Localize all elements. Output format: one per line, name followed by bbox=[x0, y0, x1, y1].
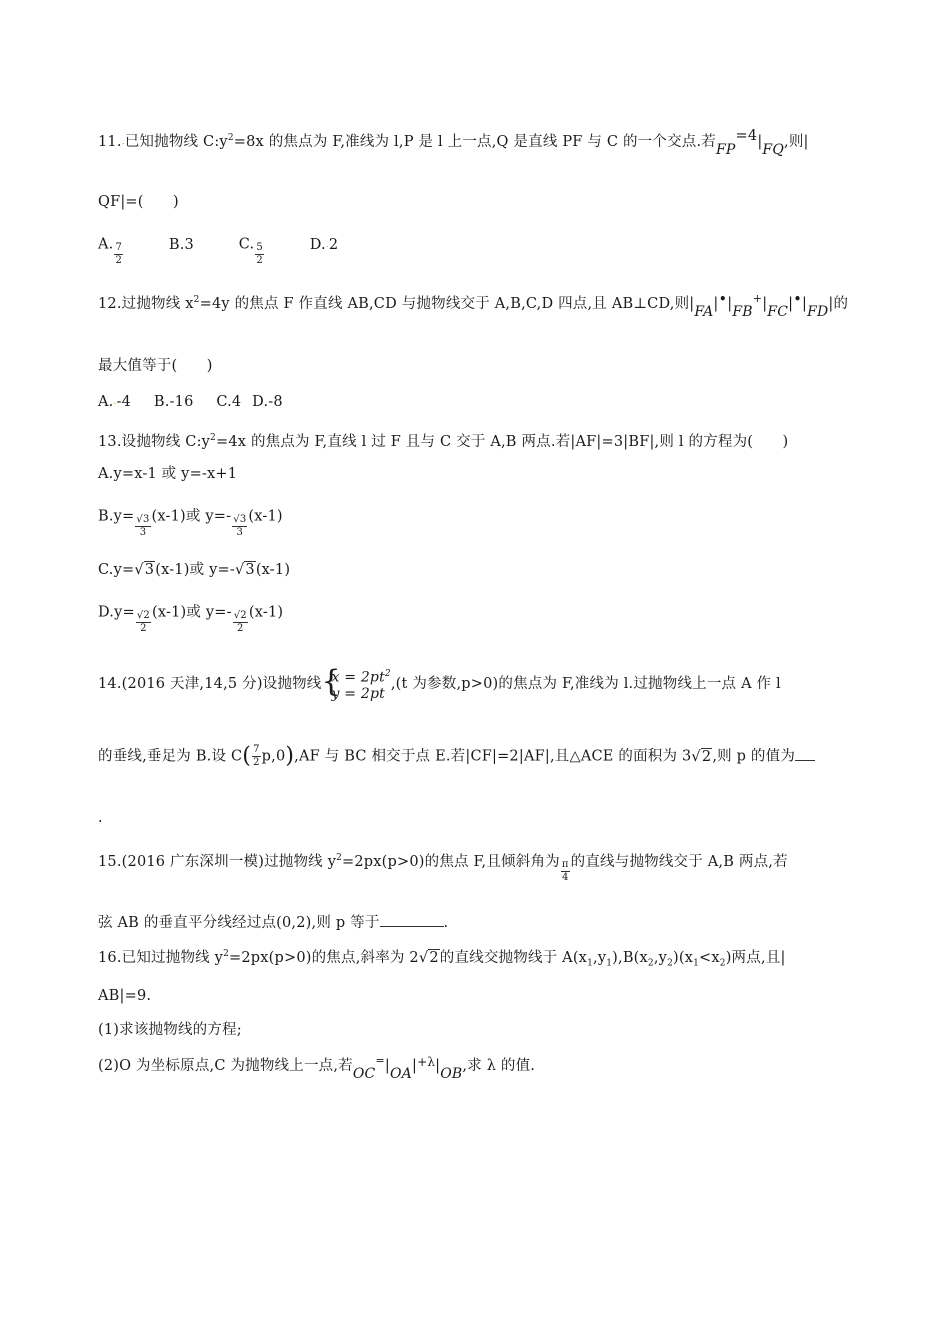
q14-sqrt: √2 bbox=[691, 748, 712, 765]
q11-line2: QF|=( ) bbox=[98, 194, 179, 210]
q13-option-d: D.y= $\frac{√2}{2}$ (x-1)或 y=- $\frac{√2}{2}$ (x-1) bbox=[98, 604, 284, 634]
q14-point-c-fraction: $\frac{7}{2}$ bbox=[253, 744, 260, 768]
q16-eq: = bbox=[375, 1054, 385, 1067]
q12-dot1: • bbox=[718, 291, 728, 308]
q13-text-a: 13.设抛物线 C:y bbox=[98, 433, 211, 450]
q11-vector-fp: FP bbox=[716, 141, 736, 158]
q12-vector-fc: FC bbox=[767, 303, 789, 320]
q15-angle-fraction: $\frac{\pi}{4}$ bbox=[561, 859, 569, 884]
q11-text-c: ,则| bbox=[784, 133, 809, 150]
q14-text-e: ,则 p 的值为 bbox=[712, 748, 796, 765]
q15-text-c: 的直线与抛物线交于 A,B 两点,若 bbox=[570, 853, 788, 870]
q11-text-a: 已知抛物线 C:y bbox=[124, 133, 228, 150]
q13-text-b: =4x 的焦点为 F,直线 l 过 F 且与 C 交于 A,B 两点.若|AF|=3|BF|,则 l 的方程为( ) bbox=[215, 433, 789, 450]
q16-sup: 2 bbox=[223, 949, 229, 959]
q15-answer-blank bbox=[380, 912, 444, 927]
q12-dot2: • bbox=[793, 291, 802, 308]
q14-text-c: 的垂线,垂足为 B.设 C bbox=[98, 748, 243, 765]
q16-text-e: ,求 λ 的值. bbox=[462, 1058, 536, 1074]
q11-option-c: C. $\frac{5}{2}$ bbox=[238, 236, 263, 266]
q12-option-b: B.-16 bbox=[153, 394, 194, 410]
q16-vector-oa: OA bbox=[389, 1066, 412, 1082]
q14-answer-blank bbox=[795, 746, 815, 761]
q12-line1: 12.过抛物线 $x^2=4y$ 的焦点 F 作直线 AB,CD 与抛物线交于 A,B,C,D 四点,且 AB⊥CD,则|FA|•|FB+|FC|•|FD|的 bbox=[98, 291, 849, 320]
q12-text-a: 12.过抛物线 x bbox=[98, 295, 194, 312]
q12-vector-fb: FB bbox=[732, 303, 753, 320]
q16-text-a: 16.已知过抛物线 y bbox=[98, 949, 224, 966]
q13-option-a: A.y=x-1 或 y=-x+1 bbox=[98, 466, 238, 482]
q16-text-d: (2)O 为坐标原点,C 为抛物线上一点,若 bbox=[98, 1058, 353, 1074]
q16-part1: (1)求该抛物线的方程; bbox=[98, 1022, 242, 1038]
q11-option-a: A. $\frac{7}{2}$ bbox=[98, 236, 123, 266]
q14-point-c-rest: p,0 bbox=[261, 748, 286, 765]
q14-line3: . bbox=[98, 810, 103, 826]
q11-options bbox=[98, 232, 339, 266]
q11-option-d: D..2 bbox=[309, 236, 339, 253]
q12-line2: 最大值等于( ) bbox=[98, 358, 213, 374]
q15-sup: 2 bbox=[336, 853, 343, 863]
q16-vector-oc: OC bbox=[352, 1066, 376, 1082]
q16-part2: (2)O 为坐标原点,C 为抛物线上一点,若$OC^=|OA|^{+\lambda}|OB$,求 λ 的值. bbox=[98, 1054, 536, 1082]
q13-option-c: C.y=√3(x-1)或 y=-√3(x-1) bbox=[98, 562, 291, 578]
q11-vector-fq: FQ bbox=[762, 141, 785, 158]
q14-text-a: 14.(2016 天津,14,5 分)设抛物线 bbox=[98, 675, 322, 692]
q13-option-c-sqrt2: √3 bbox=[234, 562, 255, 578]
q12-option-a: A..-4 bbox=[98, 394, 132, 410]
q15-text-b: =2px(p>0)的焦点 F,且倾斜角为 bbox=[342, 853, 560, 870]
q13-option-b-fraction2: $\frac{√3}{3}$ bbox=[233, 514, 247, 538]
q11-eq: =4 bbox=[735, 127, 758, 144]
q12-plus: + bbox=[752, 291, 763, 305]
q12-text-b: =4y 的焦点 F 作直线 AB,CD 与抛物线交于 A,B,C,D 四点,且 AB⊥CD,则 bbox=[199, 295, 690, 312]
q15-text-d: 弦 AB 的垂直平分线经过点(0,2),则 p 等于 bbox=[98, 915, 380, 931]
q11-sup: 2 bbox=[227, 133, 234, 143]
q15-line1 bbox=[98, 848, 788, 884]
q14-text-d: ,AF 与 BC 相交于点 E.若|CF|=2|AF|,且△ACE 的面积为 3 bbox=[294, 748, 692, 765]
q15-text-a: 15.(2016 广东深圳一模)过抛物线 y bbox=[98, 853, 337, 870]
q13-sup: 2 bbox=[210, 433, 216, 443]
q12-option-c: C.4 bbox=[216, 394, 242, 410]
q12-text-c: 的 bbox=[833, 295, 849, 312]
q12-vector-fa: FA bbox=[694, 303, 714, 320]
q13-option-d-fraction1: $\frac{√2}{2}$ bbox=[136, 610, 150, 634]
q11-text-b: =8x 的焦点为 F,准线为 l,P 是 l 上一点,Q 是直线 PF 与 C 的一个交点.若 bbox=[233, 133, 716, 150]
q15-line2 bbox=[98, 912, 448, 933]
q14-line2: 的垂线,垂足为 B.设 C( $\frac{7}{2}$ p,0),AF 与 BC 相交于点 E.若|CF|=2|AF|,且△ACE 的面积为 3√2,则 p 的值为 bbox=[98, 744, 815, 769]
q13-option-b-fraction1: $\frac{√3}{3}$ bbox=[136, 514, 150, 538]
q16-vector-ob: OB bbox=[440, 1066, 463, 1082]
q11-option-b: B.3 bbox=[168, 236, 194, 253]
q16-sqrt: √2 bbox=[418, 949, 439, 966]
q16-text-b: =2px(p>0)的焦点,斜率为 2 bbox=[229, 949, 419, 966]
q12-options bbox=[98, 392, 283, 412]
q11-number: 11. bbox=[98, 133, 122, 150]
q13-line1 bbox=[98, 428, 788, 452]
q14-line1 bbox=[98, 666, 781, 702]
q15-text-e: . bbox=[443, 915, 449, 931]
q13-option-b: B.y= $\frac{√3}{3}$ (x-1)或 y=- $\frac{√3}{3}$ (x-1) bbox=[98, 508, 283, 538]
q11-option-a-fraction: $\frac{7}{2}$ bbox=[115, 242, 123, 266]
q16-line2: AB|=9. bbox=[98, 988, 152, 1004]
q13-option-c-sqrt1: √3 bbox=[134, 562, 155, 578]
q16-text-c: 的直线交抛物线于 A(x bbox=[439, 949, 588, 966]
q12-sup: 2 bbox=[193, 295, 200, 305]
q16-line1: 16.已知过抛物线 $y^2=2px(p>0)$的焦点,斜率为 2√2的直线交抛物线于 $A(x_1,y_1),B(x_2,y_2)(x_1<x_2)$两点,且| bbox=[98, 949, 786, 969]
q13-option-d-fraction2: $\frac{√2}{2}$ bbox=[233, 610, 247, 634]
q14-text-b: ,(t 为参数,p>0)的焦点为 F,准线为 l.过抛物线上一点 A 作 l bbox=[390, 675, 781, 692]
q14-parametric-system: { $x = 2pt^2$ y = 2pt bbox=[321, 664, 391, 702]
q11-line1: 11..已知抛物线 $C:y^2=8x$ 的焦点为 F,准线为 l,P 是 l 上一点,Q 是直线 PF 与 C 的一个交点.若FP=4|FQ,则| bbox=[98, 127, 809, 158]
q16-plus-lambda: +λ bbox=[417, 1055, 436, 1069]
q11-option-c-fraction: $\frac{5}{2}$ bbox=[256, 242, 263, 266]
q12-vector-fd: FD bbox=[807, 303, 829, 320]
q12-option-d: D.-8 bbox=[252, 394, 283, 410]
